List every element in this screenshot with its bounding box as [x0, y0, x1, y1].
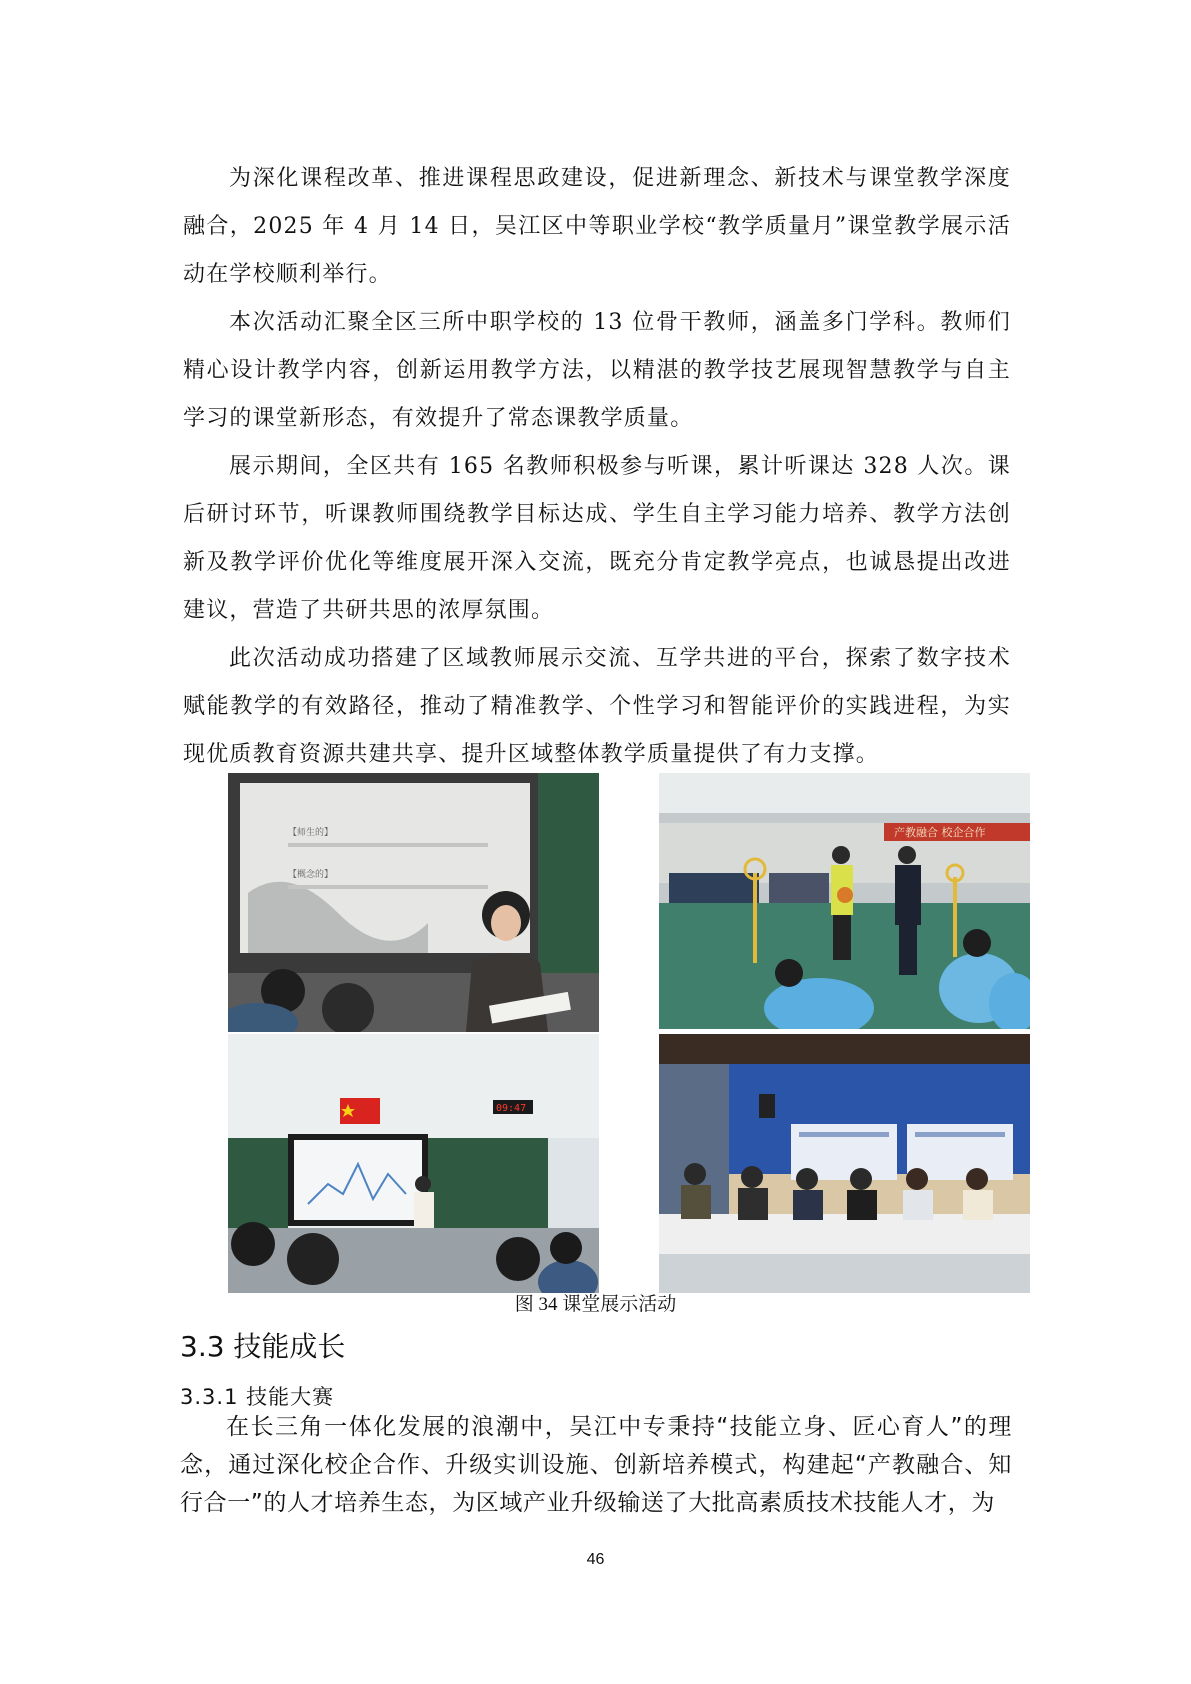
photo-gym-activity: [659, 773, 1030, 1029]
screen-text-1: 【师生的】: [288, 828, 334, 838]
section-paragraph: 在长三角一体化发展的浪潮中，吴江中专秉持“技能立身、匠心育人”的理念，通过深化校企合作、升级实训设施、创新培养模式，构建起“产教融合、知行合一”的人才培养生态，为区域产业升级输送了大批高素质技术技能人才，为: [180, 1414, 1012, 1516]
gym-banner-text: 产教融合 校企合作: [894, 826, 986, 839]
body-paragraph-4: 此次活动成功搭建了区域教师展示交流、互学共进的平台，探索了数字技术赋能教学的有效路径，推动了精准教学、个性学习和智能评价的实践进程，为实现优质教育资源共建共享、提升区域整体教学质量提供了有力支撑。: [183, 646, 1011, 767]
page-number: 46: [586, 1551, 605, 1568]
body-paragraph-3: 展示期间，全区共有 165 名教师积极参与听课，累计听课达 328 人次。课后研讨环节，听课教师围绕教学目标达成、学生自主学习能力培养、教学方法创新及教学评价优化等维度展开深入交流，既充分肯定教学亮点，也诚恳提出改进建议，营造了共研共思的浓厚氛围。: [183, 454, 1011, 623]
photo-classroom-smartboard: [228, 1034, 599, 1293]
body-paragraph-2: 本次活动汇聚全区三所中职学校的 13 位骨干教师，涵盖多门学科。教师们精心设计教学内容，创新运用教学方法，以精湛的教学技艺展现智慧教学与自主学习的课堂新形态，有效提升了常态课教学质量。: [183, 310, 1011, 431]
section-heading: 3.3 技能成长: [180, 1330, 346, 1363]
photo-seminar-panel: [659, 1034, 1030, 1293]
photo-classroom-teacher: [228, 773, 599, 1032]
subsection-heading: 3.3.1 技能大赛: [180, 1385, 335, 1409]
body-paragraph-1: 为深化课程改革、推进课程思政建设，促进新理念、新技术与课堂教学深度融合，2025 年 4 月 14 日，吴江区中等职业学校“教学质量月”课堂教学展示活动在学校顺利举行。: [183, 166, 1011, 287]
figure-caption: 图 34 课堂展示活动: [514, 1294, 677, 1315]
screen-text-2: 【概念的】: [288, 870, 334, 880]
classroom-clock: 09:47: [496, 1103, 527, 1114]
